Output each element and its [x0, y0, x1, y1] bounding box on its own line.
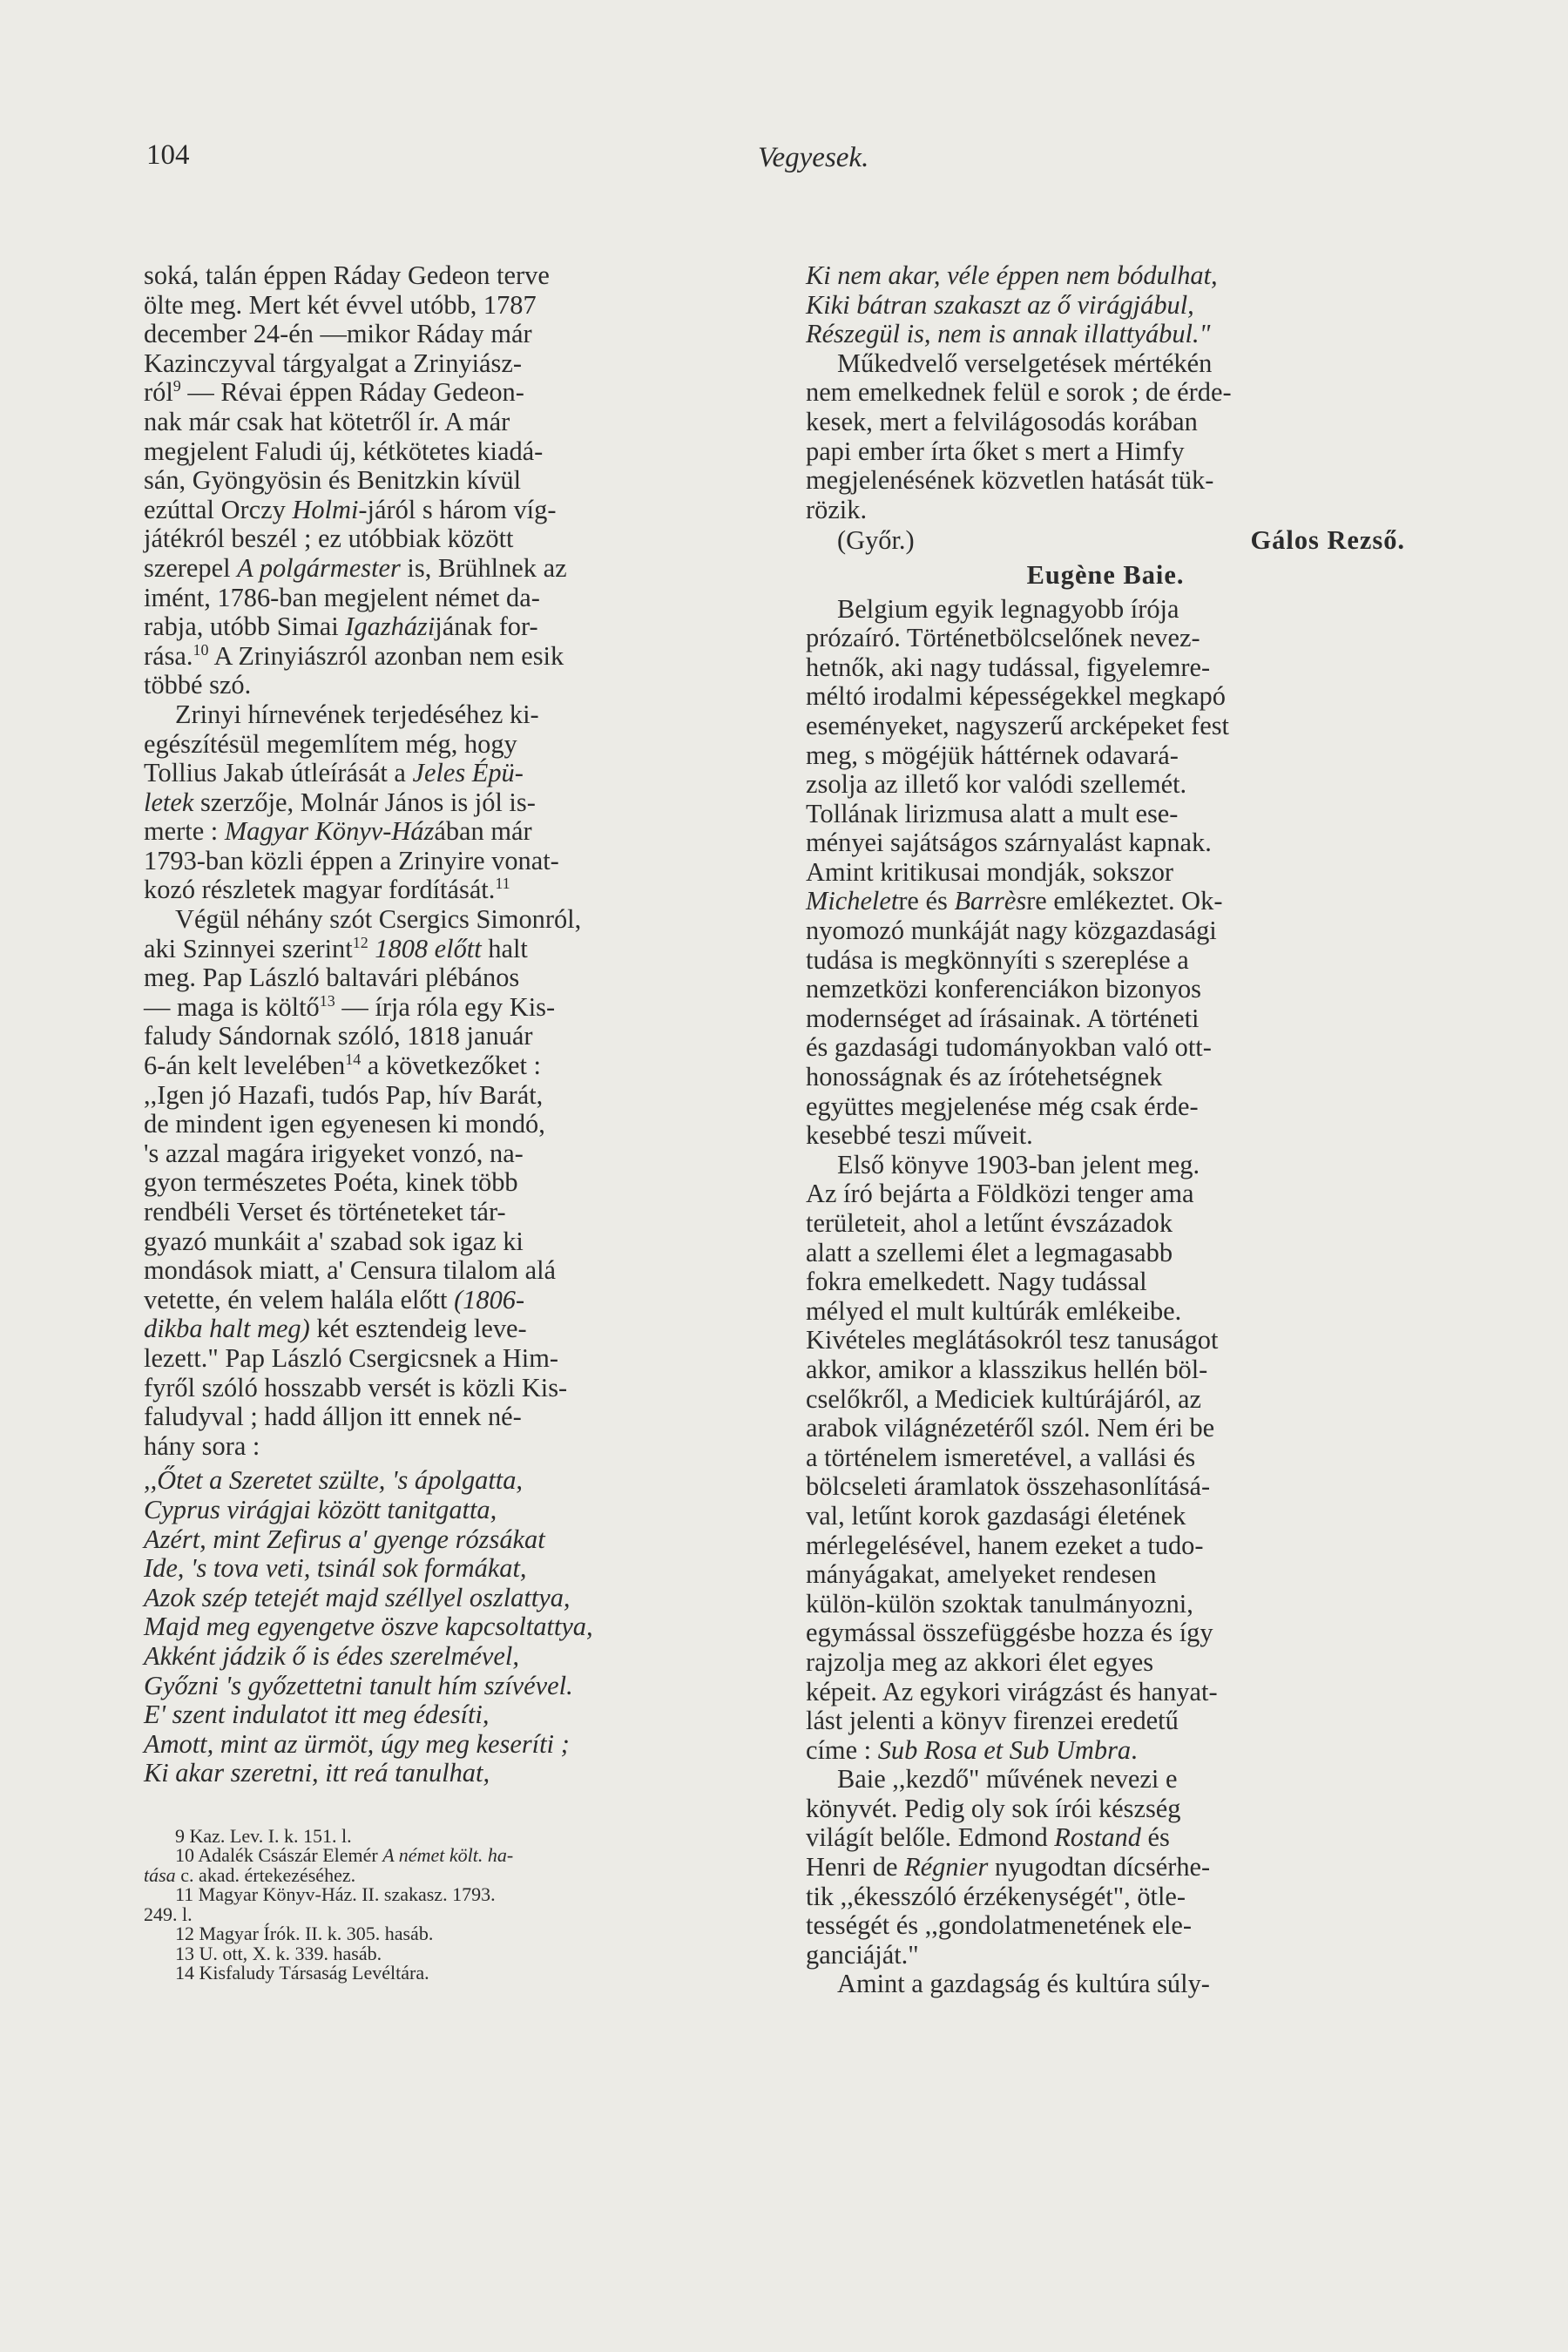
verse-line: Akként jádzik ő is édes szerelmével, — [144, 1640, 519, 1671]
footnote: 9 Kaz. Lev. I. k. 151. l. — [175, 1824, 352, 1847]
place-signature-line — [806, 526, 1405, 556]
footnote-ref: 14 — [345, 1050, 362, 1068]
footnotes — [144, 1824, 743, 1984]
place: (Győr.) — [837, 525, 915, 556]
paragraph: Baie ,,kezdő" művének nevezi e könyvét. Pedig oly sok írói készség világít belőle. Edmond Rostand és Henri de Régnier nyugodtan dícsérhe- tik ,,ékesszóló érzékenységét", ötle- tességét és ,,gondolatmenetének ele- ganciáját." — [806, 1764, 1211, 1970]
paragraph: soká, talán éppen Ráday Gedeon terve ölte meg. Mert két évvel utóbb, 1787 december 24-én —mikor Ráday már Kazinczyval tárgyalgat a Zrinyiász- ról$^9$ — Révai éppen Ráday Gedeon- nak már csak hat kötetről ír. A már megjelent Faludi új, kétkötetes kiadá- sán, Gyöngyösin és Benitzkin kívül ezúttal Orczy Holmi-járól s három víg- játékról beszél ; ez utóbbiak között szerepel A polgármester is, Brühlnek az imént, 1786-ban megjelent német da- rabja, utóbb Simai Igazházijának for- rása.$^{10}$ A Zrinyiászról azonban nem esik többé szó. — [144, 260, 567, 700]
verse-line: Győzni 's győzettetni tanult hím szívével. — [144, 1670, 573, 1700]
paragraph: Zrinyi hírnevének terjedéséhez ki- egészítésül megemlítem még, hogy Tollius Jakab útleírását a Jeles Épü- letek szerzője, Molnár János is jól is- merte : Magyar Könyv-Házában már 1793-ban közli éppen a Zrinyire vonat- kozó részletek magyar fordítását.$^{11}$ — [144, 699, 559, 905]
paragraph: Amint a gazdagság és kultúra súly- — [837, 1969, 1210, 1999]
footnote: 10 Adalék Császár Elemér A német költ. ha- — [175, 1844, 514, 1867]
verse-line: Részegül is, nem is annak illattyábul." — [806, 319, 1211, 349]
verse-line: Ki akar szeretni, itt reá tanulhat, — [144, 1758, 490, 1788]
verse-excerpt — [144, 1466, 743, 1788]
left-column — [144, 261, 743, 1984]
footnote-ref: 11 — [495, 875, 510, 893]
paragraph: Első könyve 1903-ban jelent meg. Az író bejárta a Földközi tenger ama területeit, ahol a letűnt évszázadok alatt a szellemi élet a legmagasabb fokra emelkedett. Nagy tudással mélyed el mult kultúrák emlékeibe. Kivételes meglátásokról tesz tanuságot akkor, amikor a klasszikus hellén böl- cselőkről, a Mediciek kultúrájáról, az arabok világnézetéről szól. Nem éri be a történelem ismeretével, a vallási és bölcseleti áramlatok összehasonlításá- val, letűnt korok gazdasági életének mérlegelésével, hanem ezeket a tudo- mányágakat, amelyeket rendesen külön-külön szoktak tanulmányozni, egymással összefüggésbe hozza és így rajzolja meg az akkori élet egyes képeit. Az egykori virágzást és hanyat- lást jelenti a könyv firenzei eredetű címe : Sub Rosa et Sub Umbra. — [806, 1149, 1219, 1765]
paragraph: Műkedvelő verselgetések mértékén nem emelkednek felül e sorok ; de érde- kesek, mert a felvilágosodás korában papi ember írta őket s mert a Himfy megjelenésének közvetlen hatását tük- rözik. — [806, 348, 1232, 524]
footnote-cont: 249. l. — [144, 1903, 193, 1925]
running-head: Vegyesek. — [758, 142, 869, 173]
footnote: 11 Magyar Könyv-Ház. II. szakasz. 1793. — [175, 1883, 496, 1906]
verse-continuation — [806, 261, 1405, 349]
verse-line: Kiki bátran szakaszt az ő virágjábul, — [806, 289, 1194, 320]
page-number: 104 — [146, 139, 190, 171]
footnote: 12 Magyar Írók. II. k. 305. hasáb. — [175, 1923, 434, 1945]
verse-line: Azok szép tetejét majd széllyel oszlattya, — [144, 1582, 571, 1612]
footnote: 14 Kisfaludy Társaság Levéltára. — [175, 1962, 429, 1984]
footnote-cont: tása c. akad. értekezéséhez. — [144, 1863, 356, 1886]
paragraph: Végül néhány szót Csergics Simonról, aki Szinnyei szerint$^{12}$ 1808 előtt halt meg. Pap László baltavári plébános — maga is költő$^{13}$ — írja róla egy Kis- faludy Sándornak szóló, 1818 január 6-án kelt levelében$^{14}$ a következőket : ,,Igen jó Hazafi, tudós Pap, hív Barát, de mindent igen egyenesen ki mondó, 's azzal magára irigyeket vonzó, na- gyon természetes Poéta, kinek több rendbéli Verset és történeteket tár- gyazó munkáit a' szabad sok igaz ki mondások miatt, a' Censura tilalom alá vetette, én velem halála előtt (1806- dikba halt meg) két esztendeig leve- lezett." Pap László Csergicsnek a Him- fyről szóló hosszabb versét is közli Kis- faludyval ; hadd álljon itt ennek né- hány sora : — [144, 904, 582, 1461]
section-heading: Eugène Baie. — [1026, 559, 1185, 590]
verse-line: E' szent indulatot itt meg édesíti, — [144, 1700, 490, 1730]
footnote-ref: 10 — [193, 640, 209, 659]
author-signature: Gálos Rezső. — [1250, 525, 1405, 556]
paragraph: Belgium egyik legnagyobb írója prózaíró. Történetbölcselőnek nevez- hetnők, aki nagy tudással, figyelemre- méltó irodalmi képességekkel megkapó eseményeket, nagyszerű arcképeket fest meg, s mögéjük háttérnek odavará- zsolja az illető kor valódi szellemét. Tollának lirizmusa alatt a mult ese- ményei sajátságos szárnyalást kapnak. Amint kritikusai mondják, sokszor Micheletre és Barrèsre emlékeztet. Ok- nyomozó munkáját nagy közgazdasági tudása is megkönnyíti s szereplése a nemzetközi konferenciákon bizonyos modernséget ad írásainak. A történeti és gazdasági tudományokban való ott- honosságnak és az írótehetségnek együttes megjelenése még csak érde- kesebbé teszi műveit. — [806, 593, 1229, 1151]
verse-line: ,,Őtet a Szeretet szülte, 's ápolgatta, — [144, 1465, 524, 1496]
verse-line: Azért, mint Zefirus a' gyenge rózsákat — [144, 1524, 545, 1554]
verse-line: Amott, mint az ürmöt, úgy meg keseríti ; — [144, 1728, 570, 1759]
right-column — [806, 261, 1405, 1999]
footnote-ref: 13 — [319, 991, 335, 1010]
verse-line: Ki nem akar, véle éppen nem bódulhat, — [806, 260, 1218, 290]
footnote-ref: 12 — [352, 933, 368, 951]
footnote-ref: 9 — [172, 377, 181, 395]
verse-line: Ide, 's tova veti, tsinál sok formákat, — [144, 1553, 527, 1584]
verse-line: Cyprus virágjai között tanitgatta, — [144, 1494, 497, 1524]
verse-line: Majd meg egyengetve öszve kapcsoltattya, — [144, 1612, 593, 1642]
footnote: 13 U. ott, X. k. 339. hasáb. — [175, 1942, 382, 1964]
